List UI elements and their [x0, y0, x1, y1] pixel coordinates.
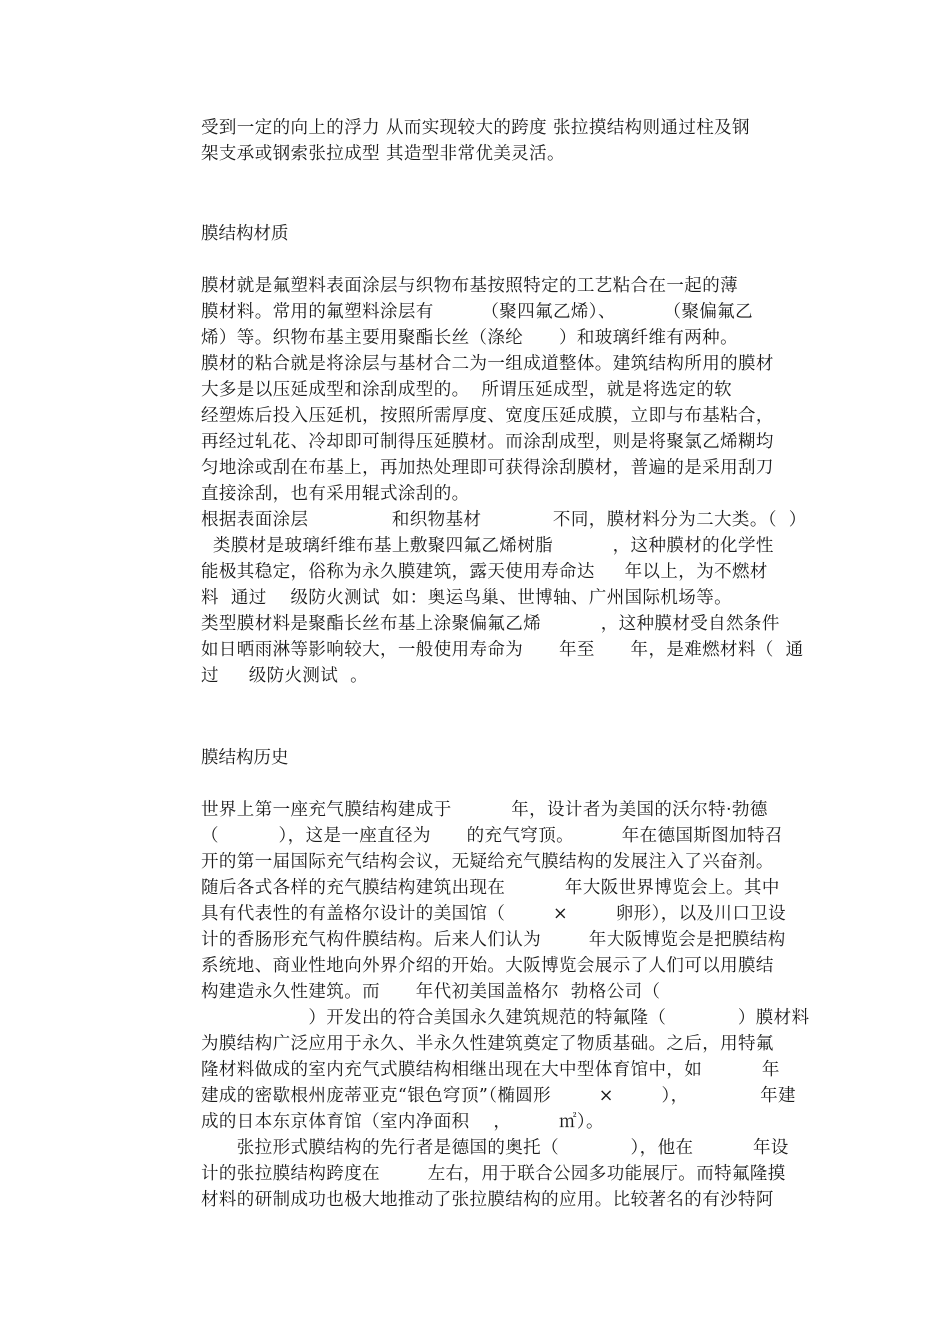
section-heading-material: 膜结构材质 — [201, 224, 289, 244]
paragraph-line: 根据表面涂层 和织物基材 不同，膜材料分为二大类。（ ） — [201, 510, 807, 530]
paragraph-line: 烯）等。织物布基主要用聚酯长丝（涤纶 ）和玻璃纤维有两种。 — [201, 328, 738, 348]
paragraph-line: 膜材的粘合就是将涂层与基材合二为一组成道整体。建筑结构所用的膜材 — [201, 354, 774, 374]
paragraph-line: （ ），这是一座直径为 的充气穹顶。 年在德国斯图加特召 — [201, 826, 783, 846]
paragraph-line: 开的第一届国际充气结构会议，无疑给充气膜结构的发展注入了兴奋剂。 — [201, 852, 774, 872]
paragraph-line: 膜材就是氟塑料表面涂层与织物布基按照特定的工艺粘合在一起的薄 — [201, 276, 738, 296]
paragraph-line: 世界上第一座充气膜结构建成于 年，设计者为美国的沃尔特·勃德 — [201, 800, 768, 820]
paragraph-line: 再经过轧花、冷却即可制得压延膜材。而涂刮成型，则是将聚氯乙烯糊均 — [201, 432, 774, 452]
paragraph-line: 经塑炼后投入压延机，按照所需厚度、宽度压延成膜，立即与布基粘合， — [201, 406, 774, 426]
paragraph-line: 直接涂刮，也有采用辊式涂刮的。 — [201, 484, 470, 504]
paragraph-line: 系统地、商业性地向外界介绍的开始。大阪博览会展示了人们可以用膜结 — [201, 956, 774, 976]
paragraph-line: 材料的研制成功也极大地推动了张拉膜结构的应用。比较著名的有沙特阿 — [201, 1190, 774, 1210]
paragraph-line: 计的香肠形充气构件膜结构。后来人们认为 年大阪博览会是把膜结构 — [201, 930, 786, 950]
paragraph-line: 类型膜材料是聚酯长丝布基上涂聚偏氟乙烯 ，这种膜材受自然条件 — [201, 614, 780, 634]
paragraph-line: 建成的密歇根州庞蒂亚克“银色穹顶”（椭圆形 × ）， 年建 — [201, 1086, 796, 1106]
paragraph-line: 随后各式各样的充气膜结构建筑出现在 年大阪世界博览会上。其中 — [201, 878, 780, 898]
paragraph-line: 过 级防火测试 。 — [201, 666, 369, 686]
paragraph-line: 构建造永久性建筑。而 年代初美国盖格尔 勃格公司（ — [201, 982, 661, 1002]
paragraph-line: 成的日本东京体育馆（室内净面积 ， ㎡）。 — [201, 1112, 604, 1132]
paragraph-line: 能极其稳定，俗称为永久膜建筑，露天使用寿命达 年以上，为不燃材 — [201, 562, 768, 582]
intro-line: 架支承或钢索张拉成型 其造型非常优美灵活。 — [201, 144, 565, 164]
paragraph-line: 为膜结构广泛应用于永久、半永久性建筑奠定了物质基础。之后，用特氟 — [201, 1034, 774, 1054]
paragraph-line: 类膜材是玻璃纤维布基上敷聚四氟乙烯树脂 ，这种膜材的化学性 — [201, 536, 774, 556]
paragraph-line: 具有代表性的有盖格尔设计的美国馆（ × 卵形），以及川口卫设 — [201, 904, 787, 924]
paragraph-line: ）开发出的符合美国永久建筑规范的特氟隆（ ）膜材料 — [201, 1008, 810, 1028]
paragraph-line: 匀地涂或刮在布基上，再加热处理即可获得涂刮膜材，普遍的是采用刮刀 — [201, 458, 774, 478]
section-heading-history: 膜结构历史 — [201, 748, 289, 768]
paragraph-line: 计的张拉膜结构跨度在 左右，用于联合公园多功能展厅。而特氟隆摸 — [201, 1164, 786, 1184]
paragraph-line: 料 通过 级防火测试 如：奥运鸟巢、世博轴、广州国际机场等。 — [201, 588, 732, 608]
paragraph-line: 如日晒雨淋等影响较大，一般使用寿命为 年至 年，是难燃材料（ 通 — [201, 640, 804, 660]
paragraph-line: 隆材料做成的室内充气式膜结构相继出现在大中型体育馆中，如 年 — [201, 1060, 780, 1080]
paragraph-line: 大多是以压延成型和涂刮成型的。 所谓压延成型，就是将选定的软 — [201, 380, 733, 400]
paragraph-line: 张拉形式膜结构的先行者是德国的奥托（ ），他在 年设 — [201, 1138, 789, 1158]
intro-line: 受到一定的向上的浮力 从而实现较大的跨度 张拉摸结构则通过柱及钢 — [201, 118, 750, 138]
paragraph-line: 膜材料。常用的氟塑料涂层有 （聚四氟乙烯）、 （聚偏氟乙 — [201, 302, 754, 322]
